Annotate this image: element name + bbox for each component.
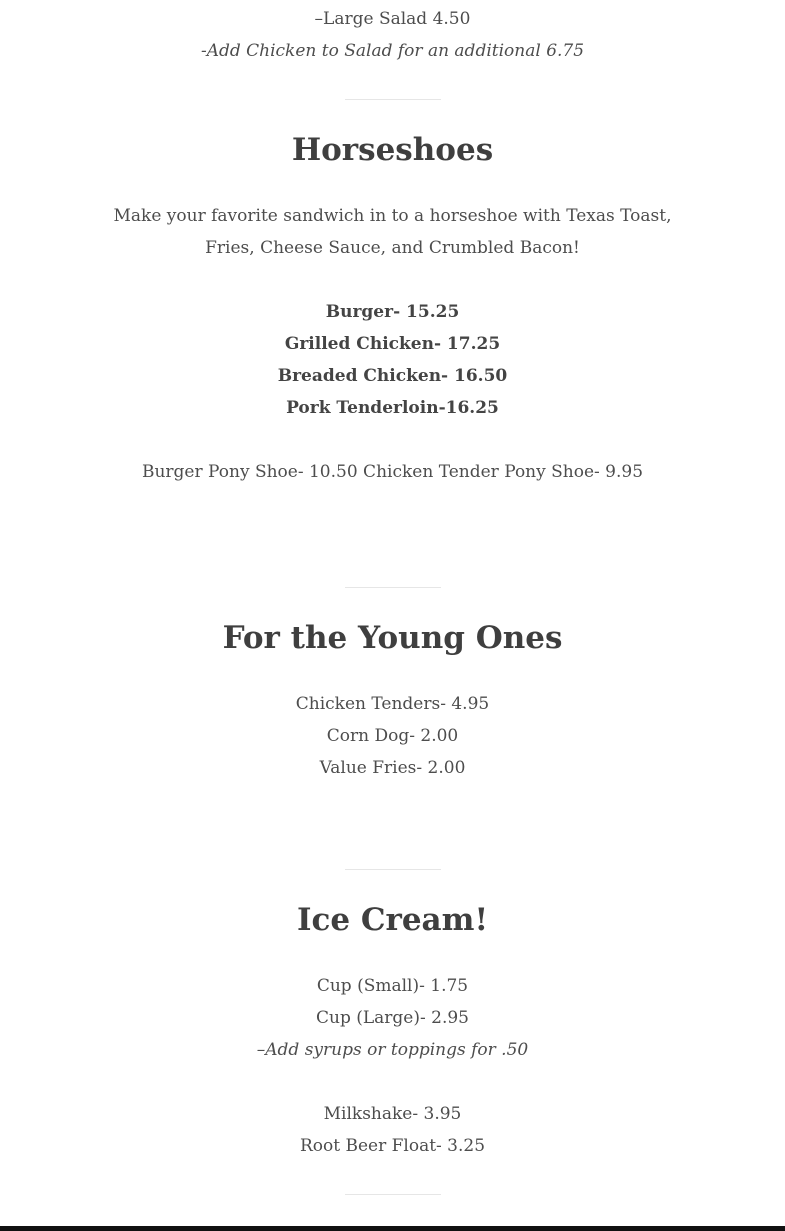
toppings-note: –Add syrups or toppings for .50: [256, 1040, 529, 1060]
menu-item-cup-small: Cup (Small)- 1.75: [316, 976, 469, 996]
horseshoes-description-line1: Make your favorite sandwich in to a horseshoe with Texas Toast,: [113, 206, 672, 226]
menu-item-pork-tenderloin: Pork Tenderloin-16.25: [286, 398, 499, 418]
menu-item-milkshake: Milkshake- 3.95: [323, 1104, 462, 1124]
large-salad-item: –Large Salad 4.50: [314, 9, 471, 29]
section-divider: [345, 99, 441, 100]
menu-item-corn-dog: Corn Dog- 2.00: [326, 726, 459, 746]
footer-bar: [0, 1226, 785, 1231]
horseshoes-heading: Horseshoes: [291, 132, 494, 168]
section-divider: [345, 587, 441, 588]
menu-item-grilled-chicken: Grilled Chicken- 17.25: [284, 334, 501, 354]
section-divider: [345, 1194, 441, 1195]
menu-item-chicken-tenders: Chicken Tenders- 4.95: [295, 694, 490, 714]
horseshoes-description-line2: Fries, Cheese Sauce, and Crumbled Bacon!: [205, 238, 580, 258]
menu-item-cup-large: Cup (Large)- 2.95: [316, 1008, 469, 1028]
menu-item-breaded-chicken: Breaded Chicken- 16.50: [277, 366, 508, 386]
menu-item-burger: Burger- 15.25: [325, 302, 460, 322]
section-divider: [345, 869, 441, 870]
add-chicken-note: -Add Chicken to Salad for an additional 6.75: [200, 41, 585, 61]
pony-shoes-line: Burger Pony Shoe- 10.50 Chicken Tender Pony Shoe- 9.95: [141, 462, 644, 482]
menu-item-root-beer-float: Root Beer Float- 3.25: [299, 1136, 486, 1156]
young-ones-heading: For the Young Ones: [222, 620, 563, 656]
menu-item-value-fries: Value Fries- 2.00: [319, 758, 466, 778]
ice-cream-heading: Ice Cream!: [296, 902, 489, 938]
